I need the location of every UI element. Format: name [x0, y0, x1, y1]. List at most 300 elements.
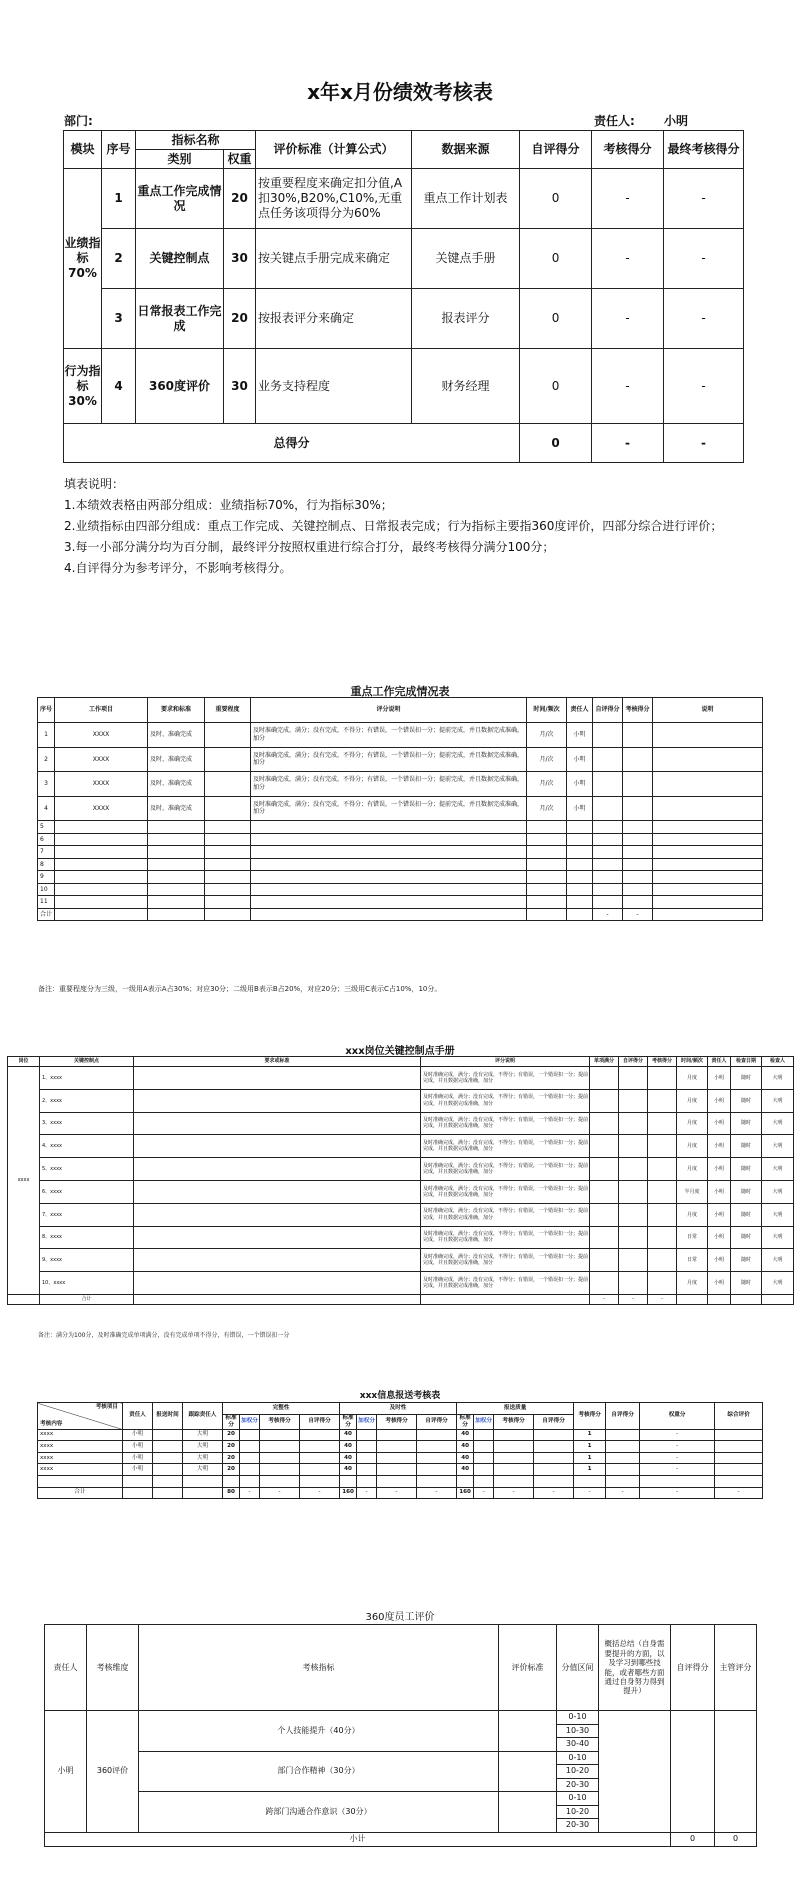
control-date: 随时	[731, 1067, 762, 1090]
row-review: -	[592, 349, 664, 424]
row-scoring: 及时准确完成，满分；没有完成，不得分；有错误，一个错误扣一分；提前完成，并且数据完成准确，加分	[251, 723, 527, 748]
row-final: -	[664, 229, 744, 289]
row-scoring: 及时准确完成，满分；没有完成，不得分；有错误，一个错误扣一分；提前完成，并且数据完成准确，加分	[251, 772, 527, 797]
report-review: 1	[574, 1441, 606, 1453]
dash: -	[357, 1487, 377, 1499]
header-review: 考核得分	[494, 1414, 534, 1429]
dash: -	[300, 1487, 340, 1499]
header-standard: 评价标准	[499, 1625, 557, 1711]
row-item: XXXX	[55, 772, 148, 797]
report-review: 1	[574, 1452, 606, 1464]
control-desc: 及时准确完成，满分；没有完成，不得分；有错误，一个错误扣一分；提前完成，并且数据完成准确，加分	[421, 1112, 590, 1135]
header-source: 数据来源	[412, 131, 520, 169]
eval-range: 0-10	[557, 1792, 599, 1806]
control-point: 9、xxxx	[40, 1249, 134, 1272]
control-checker: 大明	[762, 1089, 794, 1112]
row-criteria: 业务支持程度	[256, 349, 412, 424]
row-final: -	[664, 289, 744, 349]
control-owner: 小明	[708, 1249, 731, 1272]
header-self: 自评得分	[619, 1057, 648, 1067]
header-timely: 及时性	[340, 1403, 457, 1415]
note-line: 4.自评得分为参考评分，不影响考核得分。	[64, 561, 292, 575]
report-table	[37, 1402, 763, 1499]
row-self: 0	[520, 289, 592, 349]
control-checker: 大明	[762, 1158, 794, 1181]
control-freq: 日常	[677, 1249, 708, 1272]
dept-label: 部门:	[64, 114, 93, 128]
row-category: 360度评价	[136, 349, 224, 424]
notes-title: 填表说明：	[64, 477, 125, 491]
module-performance: 业绩指标70%	[64, 169, 102, 349]
row-item: XXXX	[55, 747, 148, 772]
row-frequency: 月/次	[527, 747, 567, 772]
header-remark: 说明	[653, 698, 763, 723]
header-max-score: 单项满分	[590, 1057, 619, 1067]
control-title: xxx岗位关键控制点手册	[345, 1046, 455, 1057]
report-owner: 小明	[123, 1464, 153, 1476]
header-self: 自评得分	[534, 1414, 574, 1429]
header-seq: 序号	[102, 131, 136, 169]
control-freq: 月度	[677, 1067, 708, 1090]
control-desc: 及时准确完成，满分；没有完成，不得分；有错误，一个错误扣一分；提前完成，并且数据完成准确，加分	[421, 1180, 590, 1203]
total-s3: 160	[457, 1487, 474, 1499]
header-criteria: 评价标准（计算公式）	[256, 131, 412, 169]
control-desc: 及时准确完成，满分；没有完成，不得分；有错误，一个错误扣一分；提前完成，并且数据完成准确，加分	[421, 1067, 590, 1090]
row-frequency: 月/次	[527, 723, 567, 748]
owner-name: 小明	[664, 114, 689, 128]
control-point: 4、xxxx	[40, 1135, 134, 1158]
header-checker: 检查人	[762, 1057, 794, 1067]
notes	[64, 474, 722, 579]
row-source: 重点工作计划表	[412, 169, 520, 229]
row-requirement: 及时、准确完成	[148, 747, 205, 772]
corner-cell	[38, 1403, 123, 1430]
header-frequency: 时间/频次	[527, 698, 567, 723]
report-follow: 大明	[183, 1464, 223, 1476]
report-follow: 大明	[183, 1441, 223, 1453]
dash: -	[377, 1487, 417, 1499]
total-s2: 160	[340, 1487, 357, 1499]
row-criteria: 按报表评分来确定	[256, 289, 412, 349]
eval-range: 0-10	[557, 1711, 599, 1725]
control-checker: 大明	[762, 1203, 794, 1226]
header-supervisor: 主管评分	[715, 1625, 757, 1711]
eval-indicator: 跨部门沟通合作意识（30分）	[139, 1792, 499, 1833]
performance-table	[63, 130, 744, 463]
control-owner: 小明	[708, 1272, 731, 1295]
row-requirement: 及时、准确完成	[148, 723, 205, 748]
control-point: 6、xxxx	[40, 1180, 134, 1203]
control-date: 随时	[731, 1158, 762, 1181]
row-source: 关键点手册	[412, 229, 520, 289]
row-owner: 小明	[567, 796, 593, 821]
row-importance	[205, 772, 251, 797]
header-dimension: 考核维度	[87, 1625, 139, 1711]
header-self: 自评得分	[671, 1625, 715, 1711]
control-desc: 及时准确完成，满分；没有完成，不得分；有错误，一个错误扣一分；提前完成，并且数据完成准确，加分	[421, 1203, 590, 1226]
row-frequency: 月/次	[527, 772, 567, 797]
dash: -	[494, 1487, 534, 1499]
control-checker: 大明	[762, 1272, 794, 1295]
row-seq: 4	[102, 349, 136, 424]
report-s2: 40	[340, 1464, 357, 1476]
header-self: 自评得分	[300, 1414, 340, 1429]
control-checker: 大明	[762, 1112, 794, 1135]
total-s1: 80	[223, 1487, 240, 1499]
dash: -	[534, 1487, 574, 1499]
header-requirement: 要求和标准	[148, 698, 205, 723]
row-weight: 20	[224, 169, 256, 229]
dash: -	[640, 1487, 715, 1499]
row-frequency: 月/次	[527, 796, 567, 821]
header-quality: 报送质量	[457, 1403, 574, 1415]
header-self: 自评得分	[593, 698, 623, 723]
row-self: 0	[520, 349, 592, 424]
row-owner: 小明	[567, 772, 593, 797]
row-seq: 5	[38, 821, 55, 834]
header-review: 考核得分	[648, 1057, 677, 1067]
total-mark: -	[590, 1294, 619, 1304]
report-follow: 大明	[183, 1429, 223, 1441]
report-content: xxxx	[38, 1441, 123, 1453]
control-freq: 月度	[677, 1135, 708, 1158]
row-review: -	[592, 289, 664, 349]
report-review: 1	[574, 1464, 606, 1476]
total-mark: -	[619, 1294, 648, 1304]
report-follow: 大明	[183, 1452, 223, 1464]
row-review: -	[592, 169, 664, 229]
report-review: 1	[574, 1429, 606, 1441]
row-category: 重点工作完成情况	[136, 169, 224, 229]
header-time: 报送时间	[153, 1403, 183, 1430]
control-checker: 大明	[762, 1135, 794, 1158]
row-self	[593, 723, 623, 748]
row-review	[623, 723, 653, 748]
header-weighted: 加权分	[474, 1414, 494, 1429]
control-owner: 小明	[708, 1203, 731, 1226]
header-review-score: 考核得分	[592, 131, 664, 169]
header-review: 考核得分	[574, 1403, 606, 1430]
row-item: XXXX	[55, 796, 148, 821]
control-note: 备注：满分为100分，及时准确完成单项满分，没有完成单项不得分，有错误，一个错误扣一分	[38, 1332, 290, 1339]
eval-dimension: 360评价	[87, 1711, 139, 1833]
row-self: 0	[520, 169, 592, 229]
row-importance	[205, 723, 251, 748]
total-self: 0	[520, 424, 592, 463]
dash: -	[715, 1487, 763, 1499]
header-std: 标准分	[223, 1414, 240, 1429]
row-seq: 11	[38, 896, 55, 909]
header-indicator-name: 指标名称	[136, 131, 256, 150]
dash: -	[606, 1487, 640, 1499]
row-seq: 6	[38, 833, 55, 846]
header-self: 自评得分	[606, 1403, 640, 1430]
note-line: 3.每一小部分满分均为百分制，最终评分按照权重进行综合打分，最终考核得分满分100分；	[64, 540, 555, 554]
eval-title: 360度员工评价	[365, 1612, 435, 1623]
control-point: 5、xxxx	[40, 1158, 134, 1181]
dash: -	[240, 1487, 260, 1499]
control-desc: 及时准确完成，满分；没有完成，不得分；有错误，一个错误扣一分；提前完成，并且数据完成准确，加分	[421, 1272, 590, 1295]
control-owner: 小明	[708, 1089, 731, 1112]
header-follow: 跟踪责任人	[183, 1403, 223, 1430]
header-owner: 责任人	[123, 1403, 153, 1430]
main-title: x年x月份绩效考核表	[307, 80, 493, 104]
header-std: 标准分	[340, 1414, 357, 1429]
subtotal-label: 小计	[45, 1832, 671, 1846]
report-s3: 40	[457, 1441, 474, 1453]
report-s1: 20	[223, 1441, 240, 1453]
control-freq: 月度	[677, 1158, 708, 1181]
header-complete: 完整性	[223, 1403, 340, 1415]
row-importance	[205, 796, 251, 821]
report-s3: 40	[457, 1464, 474, 1476]
header-importance: 重要程度	[205, 698, 251, 723]
control-date: 随时	[731, 1272, 762, 1295]
control-date: 随时	[731, 1249, 762, 1272]
report-s2: 40	[340, 1429, 357, 1441]
control-owner: 小明	[708, 1067, 731, 1090]
control-point: 2、xxxx	[40, 1089, 134, 1112]
row-remark	[653, 772, 763, 797]
row-seq: 9	[38, 871, 55, 884]
header-self-score: 自评得分	[520, 131, 592, 169]
total-review: -	[623, 908, 653, 921]
row-review	[623, 796, 653, 821]
control-owner: 小明	[708, 1180, 731, 1203]
control-freq: 半月度	[677, 1180, 708, 1203]
header-scoring: 评分说明	[251, 698, 527, 723]
control-checker: 大明	[762, 1180, 794, 1203]
header-review: 考核得分	[377, 1414, 417, 1429]
control-date: 随时	[731, 1180, 762, 1203]
row-seq: 8	[38, 858, 55, 871]
row-seq: 3	[38, 772, 55, 797]
report-s1: 20	[223, 1429, 240, 1441]
total-label: 合计	[40, 1294, 134, 1304]
header-indicator: 考核指标	[139, 1625, 499, 1711]
header-weighted: 加权分	[240, 1414, 260, 1429]
report-s3: 40	[457, 1452, 474, 1464]
row-seq: 7	[38, 846, 55, 859]
control-freq: 月度	[677, 1203, 708, 1226]
row-seq: 4	[38, 796, 55, 821]
eval-indicator: 个人技能提升（40分）	[139, 1711, 499, 1752]
control-desc: 及时准确完成，满分；没有完成，不得分；有错误，一个错误扣一分；提前完成，并且数据完成准确，加分	[421, 1249, 590, 1272]
control-checker: 大明	[762, 1226, 794, 1249]
row-review	[623, 747, 653, 772]
report-content: xxxx	[38, 1464, 123, 1476]
control-checker: 大明	[762, 1249, 794, 1272]
header-owner: 责任人	[567, 698, 593, 723]
subtotal-self: 0	[671, 1832, 715, 1846]
control-freq: 月度	[677, 1089, 708, 1112]
total-self: -	[593, 908, 623, 921]
eval-table	[44, 1624, 757, 1847]
header-item: 工作项目	[55, 698, 148, 723]
row-scoring: 及时准确完成，满分；没有完成，不得分；有错误，一个错误扣一分；提前完成，并且数据完成准确，加分	[251, 747, 527, 772]
header-post: 岗位	[8, 1057, 40, 1067]
corner-top: 考核项目	[95, 1404, 118, 1410]
report-owner: 小明	[123, 1441, 153, 1453]
note-line: 1.本绩效表格由两部分组成：业绩指标70%，行为指标30%；	[64, 498, 393, 512]
header-range: 分值区间	[557, 1625, 599, 1711]
row-weight: 30	[224, 349, 256, 424]
eval-range: 10-20	[557, 1765, 599, 1779]
row-criteria: 按关键点手册完成来确定	[256, 229, 412, 289]
report-owner: 小明	[123, 1452, 153, 1464]
note-line: 2.业绩指标由四部分组成：重点工作完成、关键控制点、日常报表完成；行为指标主要指360度评价，四部分综合进行评价；	[64, 519, 723, 533]
header-control-point: 关键控制点	[40, 1057, 134, 1067]
module-behavior: 行为指标30%	[64, 349, 102, 424]
row-importance	[205, 747, 251, 772]
eval-range: 20-30	[557, 1819, 599, 1833]
row-criteria: 按重要程度来确定扣分值,A扣30%,B20%,C10%,无重点任务该项得分为60%	[256, 169, 412, 229]
header-summary: 概括总结（自身需要提升的方面，以及学习到哪些技能，或者哪些方面通过自身努力得到提升）	[599, 1625, 671, 1711]
report-weight: -	[640, 1464, 715, 1476]
header-final-score: 最终考核得分	[664, 131, 744, 169]
report-content: xxxx	[38, 1429, 123, 1441]
row-seq: 3	[102, 289, 136, 349]
control-date: 随时	[731, 1226, 762, 1249]
eval-range: 10-30	[557, 1724, 599, 1738]
row-weight: 20	[224, 289, 256, 349]
header-weight: 权重	[224, 150, 256, 169]
control-owner: 小明	[708, 1112, 731, 1135]
control-desc: 及时准确完成，满分；没有完成，不得分；有错误，一个错误扣一分；提前完成，并且数据完成准确，加分	[421, 1158, 590, 1181]
header-category: 类别	[136, 150, 224, 169]
total-label: 总得分	[64, 424, 520, 463]
row-seq: 2	[102, 229, 136, 289]
control-point: 1、xxxx	[40, 1067, 134, 1090]
eval-range: 0-10	[557, 1751, 599, 1765]
header-module: 模块	[64, 131, 102, 169]
row-category: 关键控制点	[136, 229, 224, 289]
row-self: 0	[520, 229, 592, 289]
dash: -	[574, 1487, 606, 1499]
header-owner: 责任人	[45, 1625, 87, 1711]
key-work-table	[37, 697, 763, 921]
row-seq: 10	[38, 883, 55, 896]
control-checker: 大明	[762, 1067, 794, 1090]
row-requirement: 及时、准确完成	[148, 796, 205, 821]
eval-indicator: 部门合作精神（30分）	[139, 1751, 499, 1792]
control-date: 随时	[731, 1135, 762, 1158]
control-desc: 及时准确完成，满分；没有完成，不得分；有错误，一个错误扣一分；提前完成，并且数据完成准确，加分	[421, 1089, 590, 1112]
report-content: xxxx	[38, 1452, 123, 1464]
control-date: 随时	[731, 1089, 762, 1112]
control-freq: 月度	[677, 1272, 708, 1295]
report-weight: -	[640, 1441, 715, 1453]
row-weight: 30	[224, 229, 256, 289]
header-self: 自评得分	[417, 1414, 457, 1429]
owner-label: 责任人:	[594, 114, 635, 128]
row-requirement: 及时、准确完成	[148, 772, 205, 797]
header-weight-col: 权重分	[640, 1403, 715, 1430]
eval-range: 30-40	[557, 1738, 599, 1752]
control-owner: 小明	[708, 1135, 731, 1158]
report-title: xxx信息报送考核表	[359, 1391, 441, 1401]
key-work-title: 重点工作完成情况表	[350, 685, 450, 698]
row-seq: 2	[38, 747, 55, 772]
row-review: -	[592, 229, 664, 289]
row-category: 日常报表工作完成	[136, 289, 224, 349]
total-label: 合计	[38, 1487, 123, 1499]
dash: -	[474, 1487, 494, 1499]
row-remark	[653, 796, 763, 821]
row-owner: 小明	[567, 723, 593, 748]
row-remark	[653, 747, 763, 772]
dash: -	[260, 1487, 300, 1499]
control-desc: 及时准确完成，满分；没有完成，不得分；有错误，一个错误扣一分；提前完成，并且数据完成准确，加分	[421, 1226, 590, 1249]
report-weight: -	[640, 1429, 715, 1441]
header-overall: 综合评价	[715, 1403, 763, 1430]
dash: -	[417, 1487, 457, 1499]
row-source: 财务经理	[412, 349, 520, 424]
row-owner: 小明	[567, 747, 593, 772]
report-s2: 40	[340, 1452, 357, 1464]
header-owner: 责任人	[708, 1057, 731, 1067]
header-std: 标准分	[457, 1414, 474, 1429]
total-mark: -	[648, 1294, 677, 1304]
control-owner: 小明	[708, 1158, 731, 1181]
row-scoring: 及时准确完成，满分；没有完成，不得分；有错误，一个错误扣一分；提前完成，并且数据完成准确，加分	[251, 796, 527, 821]
row-self	[593, 747, 623, 772]
row-self	[593, 772, 623, 797]
control-point: 3、xxxx	[40, 1112, 134, 1135]
row-final: -	[664, 349, 744, 424]
header-frequency: 时间/频次	[677, 1057, 708, 1067]
header-scoring: 评分说明	[421, 1057, 590, 1067]
control-freq: 月度	[677, 1112, 708, 1135]
row-final: -	[664, 169, 744, 229]
control-point: 8、xxxx	[40, 1226, 134, 1249]
row-item: XXXX	[55, 723, 148, 748]
corner-bottom: 考核内容	[40, 1420, 63, 1427]
header-check-date: 检查日期	[731, 1057, 762, 1067]
report-s2: 40	[340, 1441, 357, 1453]
total-review: -	[592, 424, 664, 463]
total-label: 合计	[38, 908, 55, 921]
row-remark	[653, 723, 763, 748]
control-desc: 及时准确完成，满分；没有完成，不得分；有错误，一个错误扣一分；提前完成，并且数据完成准确，加分	[421, 1135, 590, 1158]
control-date: 随时	[731, 1203, 762, 1226]
header-seq: 序号	[38, 698, 55, 723]
key-work-note: 备注：重要程度分为三级，一级用A表示A占30%；对应30分；二级用B表示B占20%，对应20分；三级用C表示C占10%，10分。	[38, 985, 442, 993]
control-point: 10、xxxx	[40, 1272, 134, 1295]
row-source: 报表评分	[412, 289, 520, 349]
total-final: -	[664, 424, 744, 463]
header-review: 考核得分	[623, 698, 653, 723]
eval-range: 20-30	[557, 1778, 599, 1792]
control-freq: 日常	[677, 1226, 708, 1249]
row-review	[623, 772, 653, 797]
control-table	[7, 1056, 794, 1305]
eval-owner: 小明	[45, 1711, 87, 1833]
report-s3: 40	[457, 1429, 474, 1441]
report-owner: 小明	[123, 1429, 153, 1441]
control-date: 随时	[731, 1112, 762, 1135]
report-s1: 20	[223, 1464, 240, 1476]
subtotal-supervisor: 0	[715, 1832, 757, 1846]
post-cell: xxxx	[8, 1067, 40, 1295]
header-weighted: 加权分	[357, 1414, 377, 1429]
row-self	[593, 796, 623, 821]
row-seq: 1	[102, 169, 136, 229]
row-seq: 1	[38, 723, 55, 748]
report-weight: -	[640, 1452, 715, 1464]
report-s1: 20	[223, 1452, 240, 1464]
header-review: 考核得分	[260, 1414, 300, 1429]
